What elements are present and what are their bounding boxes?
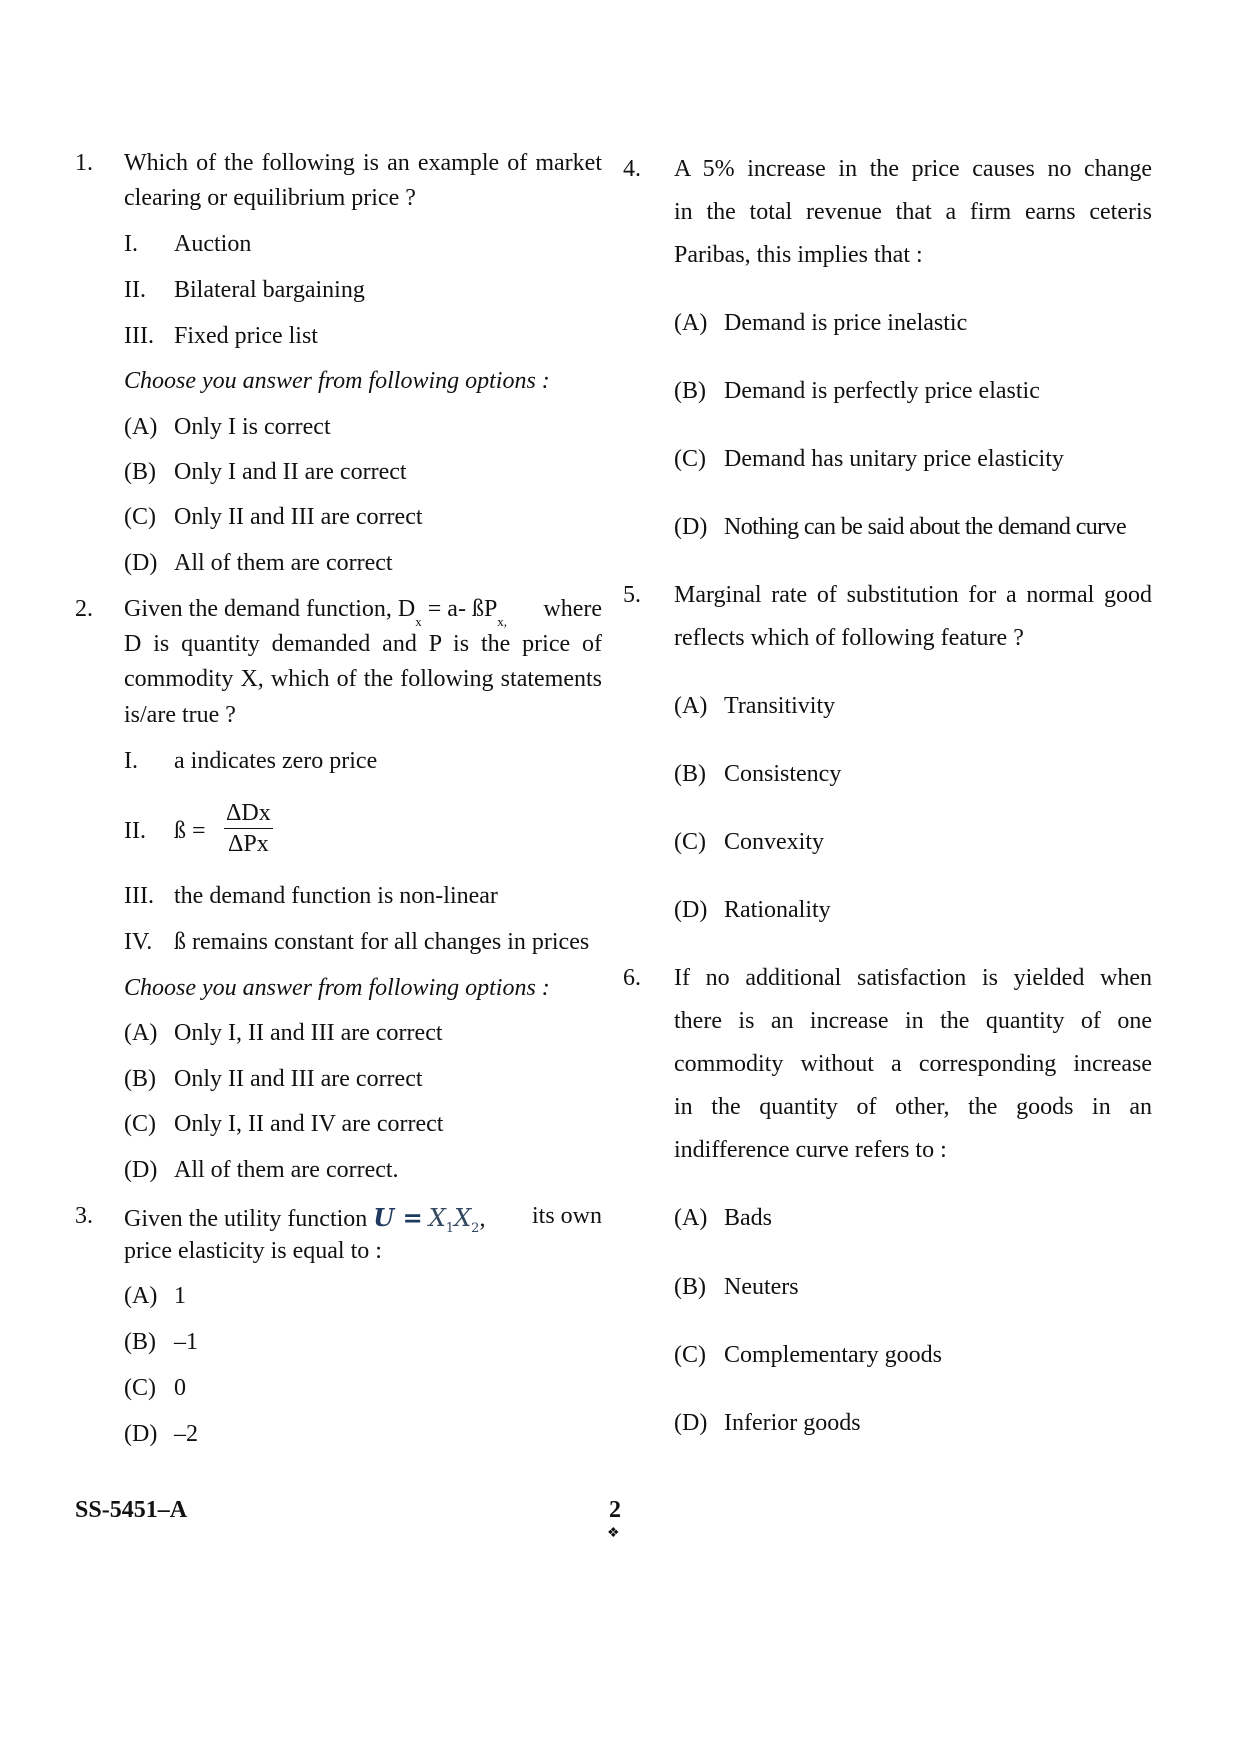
option-label: (B) bbox=[674, 1274, 706, 1300]
question-text: Which of the following is an example of market bbox=[124, 150, 602, 176]
option-text: Only I, II and III are correct bbox=[174, 1020, 443, 1046]
item-label: II. bbox=[124, 818, 146, 844]
ornament-icon: ❖ bbox=[607, 1526, 620, 1541]
option-label: (B) bbox=[674, 378, 706, 404]
variable-x: X bbox=[428, 1204, 446, 1232]
option-text: All of them are correct. bbox=[174, 1157, 399, 1183]
fraction-numerator: ΔDx bbox=[224, 800, 273, 829]
question-text: reflects which of following feature ? bbox=[674, 625, 1024, 651]
option-text: Rationality bbox=[724, 897, 831, 923]
item-text: Bilateral bargaining bbox=[174, 277, 365, 303]
option-text: Only I and II are correct bbox=[174, 459, 407, 485]
utility-formula-x2 bbox=[454, 1204, 480, 1236]
item-text: ß remains constant for all changes in prices bbox=[174, 929, 590, 955]
instruction-text: Choose you answer from following options : bbox=[124, 368, 550, 394]
question-text-part: = a- ßP bbox=[421, 596, 498, 622]
question-number: 4. bbox=[623, 156, 641, 182]
option-label: (C) bbox=[124, 1375, 156, 1401]
question-text bbox=[124, 596, 602, 629]
option-label: (B) bbox=[124, 1066, 156, 1092]
option-text: Convexity bbox=[724, 829, 824, 855]
formula-lhs: ß = bbox=[174, 818, 206, 844]
utility-formula-x1 bbox=[428, 1204, 455, 1236]
option-text: Demand is perfectly price elastic bbox=[724, 378, 1040, 404]
question-text-part: Given the utility function bbox=[124, 1206, 374, 1232]
item-text: a indicates zero price bbox=[174, 748, 378, 774]
question-number: 3. bbox=[75, 1203, 93, 1229]
question-number: 5. bbox=[623, 582, 641, 608]
option-label: (C) bbox=[124, 1111, 156, 1137]
question-text: commodity without a corresponding increase bbox=[674, 1051, 1152, 1077]
page-number: 2 bbox=[609, 1497, 621, 1523]
option-label: (A) bbox=[124, 414, 158, 440]
item-text: Fixed price list bbox=[174, 323, 318, 349]
item-label: III. bbox=[124, 883, 154, 909]
item-label: III. bbox=[124, 323, 154, 349]
option-text: Neuters bbox=[724, 1274, 799, 1300]
option-text: 1 bbox=[174, 1283, 186, 1309]
question-text-part: Given the demand function, D bbox=[124, 596, 416, 622]
question-text: price elasticity is equal to : bbox=[124, 1238, 382, 1264]
option-text: Only I is correct bbox=[174, 414, 331, 440]
option-label: (C) bbox=[674, 829, 706, 855]
item-text: Auction bbox=[174, 231, 252, 257]
option-label: (B) bbox=[124, 459, 156, 485]
option-text: All of them are correct bbox=[174, 550, 393, 576]
item-label: IV. bbox=[124, 929, 153, 955]
option-label: (A) bbox=[674, 1205, 708, 1231]
option-text: –1 bbox=[174, 1329, 198, 1355]
option-text: Only I, II and IV are correct bbox=[174, 1111, 444, 1137]
item-label: I. bbox=[124, 231, 138, 257]
option-text: Inferior goods bbox=[724, 1410, 861, 1436]
option-label: (D) bbox=[674, 1410, 708, 1436]
question-text: Paribas, this implies that : bbox=[674, 242, 923, 268]
option-label: (D) bbox=[124, 550, 158, 576]
option-text: Only II and III are correct bbox=[174, 504, 423, 530]
option-label: (A) bbox=[674, 310, 708, 336]
question-number: 6. bbox=[623, 965, 641, 991]
option-text: Demand has unitary price elasticity bbox=[724, 446, 1064, 472]
fraction bbox=[224, 800, 273, 858]
option-text: Bads bbox=[724, 1205, 772, 1231]
option-text: Consistency bbox=[724, 761, 842, 787]
question-text: is/are true ? bbox=[124, 702, 236, 728]
question-text: commodity X, which of the following statements bbox=[124, 666, 602, 692]
option-label: (C) bbox=[124, 504, 156, 530]
fraction-denominator: ΔPx bbox=[227, 831, 269, 857]
question-text: D is quantity demanded and P is the price of bbox=[124, 631, 602, 657]
option-label: (A) bbox=[674, 693, 708, 719]
option-text: 0 bbox=[174, 1375, 186, 1401]
option-label: (B) bbox=[674, 761, 706, 787]
subscript: 2 bbox=[471, 1220, 480, 1236]
variable-x: X bbox=[454, 1204, 472, 1232]
option-text: –2 bbox=[174, 1421, 198, 1447]
question-text: in the total revenue that a firm earns ceteris bbox=[674, 199, 1152, 225]
utility-formula-u: U = bbox=[373, 1203, 423, 1232]
item-label: I. bbox=[124, 748, 138, 774]
question-text-part: its own bbox=[531, 1203, 602, 1229]
paper-code: SS-5451–A bbox=[75, 1497, 188, 1523]
option-label: (A) bbox=[124, 1020, 158, 1046]
question-text: there is an increase in the quantity of one bbox=[674, 1008, 1152, 1034]
option-label: (D) bbox=[124, 1421, 158, 1447]
question-text: Marginal rate of substitution for a normal good bbox=[674, 582, 1152, 608]
question-text: A 5% increase in the price causes no change bbox=[674, 156, 1152, 182]
option-label: (D) bbox=[124, 1157, 158, 1183]
question-number: 2. bbox=[75, 596, 93, 622]
question-text: indifference curve refers to : bbox=[674, 1137, 947, 1163]
question-number: 1. bbox=[75, 150, 93, 176]
option-text: Complementary goods bbox=[724, 1342, 942, 1368]
item-label: II. bbox=[124, 277, 146, 303]
item-text: the demand function is non-linear bbox=[174, 883, 498, 909]
option-text: Only II and III are correct bbox=[174, 1066, 423, 1092]
comma: , bbox=[479, 1206, 486, 1232]
option-text: Nothing can be said about the demand curve bbox=[724, 514, 1126, 540]
question-text: clearing or equilibrium price ? bbox=[124, 185, 416, 211]
question-text: in the quantity of other, the goods in an bbox=[674, 1094, 1152, 1120]
option-text: Demand is price inelastic bbox=[724, 310, 968, 336]
instruction-text: Choose you answer from following options : bbox=[124, 975, 550, 1001]
option-label: (A) bbox=[124, 1283, 158, 1309]
option-label: (D) bbox=[674, 514, 708, 540]
question-text: If no additional satisfaction is yielded when bbox=[674, 965, 1152, 991]
option-label: (B) bbox=[124, 1329, 156, 1355]
question-text bbox=[124, 1203, 602, 1236]
option-label: (D) bbox=[674, 897, 708, 923]
option-text: Transitivity bbox=[724, 693, 836, 719]
option-label: (C) bbox=[674, 1342, 706, 1368]
subscript: x, bbox=[497, 614, 508, 629]
subscript: x bbox=[415, 614, 422, 629]
question-text-part: where bbox=[543, 596, 602, 622]
option-label: (C) bbox=[674, 446, 706, 472]
subscript: 1 bbox=[445, 1220, 455, 1236]
